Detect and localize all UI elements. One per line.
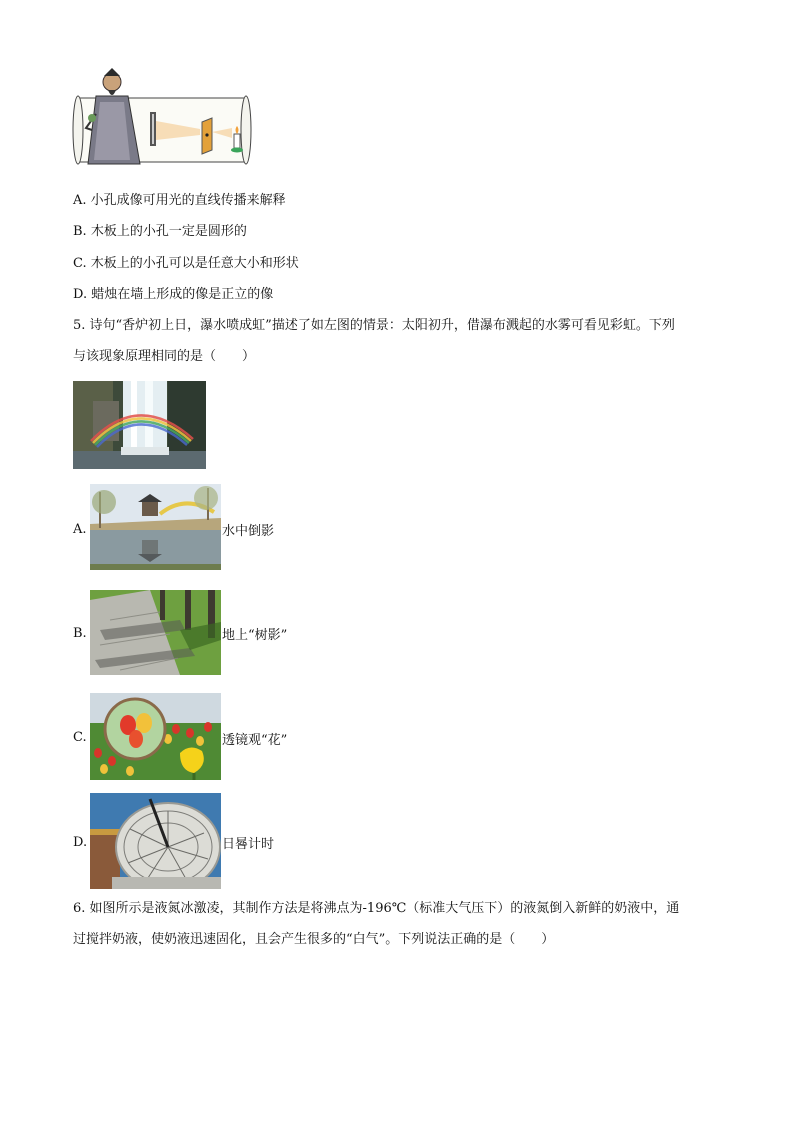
q5-option-a-letter: A. [73,522,87,537]
q5-option-d-letter: D. [73,835,88,850]
pinhole-scroll-illustration [70,66,254,178]
waterfall-rainbow-photo [73,381,206,469]
q6-stem-line-2: 过搅拌奶液，使奶液迅速固化，且会产生很多的“白气”。下列说法正确的是（ ） [73,932,555,947]
q5-stem-line-2: 与该现象原理相同的是（ ） [73,349,256,364]
sundial-photo [90,793,221,889]
q5-option-b-letter: B. [73,626,87,641]
q6-stem-line-1: 6. 如图所示是液氮冰激凌，其制作方法是将沸点为-196℃（标准大气压下）的液氮倒入新鲜的奶液中，通 [73,901,680,916]
magnifier-tulips-photo [90,693,221,780]
q5-option-b-caption: 地上“树影” [222,628,288,643]
q5-stem-line-1: 5. 诗句“香炉初上日，瀑水喷成虹”描述了如左图的情景：太阳初升，借瀑布溅起的水雾可看见彩虹。下列 [73,318,675,333]
q5-option-d-caption: 日晷计时 [222,837,275,852]
q4-option-b: B. 木板上的小孔一定是圆形的 [73,224,247,239]
q5-option-c-caption: 透镜观“花” [222,733,288,748]
q4-option-c: C. 木板上的小孔可以是任意大小和形状 [73,256,299,271]
tree-shadow-photo [90,590,221,675]
water-reflection-photo [90,484,221,570]
q5-option-a-caption: 水中倒影 [222,524,275,539]
q4-option-d: D. 蜡烛在墙上形成的像是正立的像 [73,287,274,302]
q4-option-a: A. 小孔成像可用光的直线传播来解释 [73,193,286,208]
q5-option-c-letter: C. [73,730,87,745]
